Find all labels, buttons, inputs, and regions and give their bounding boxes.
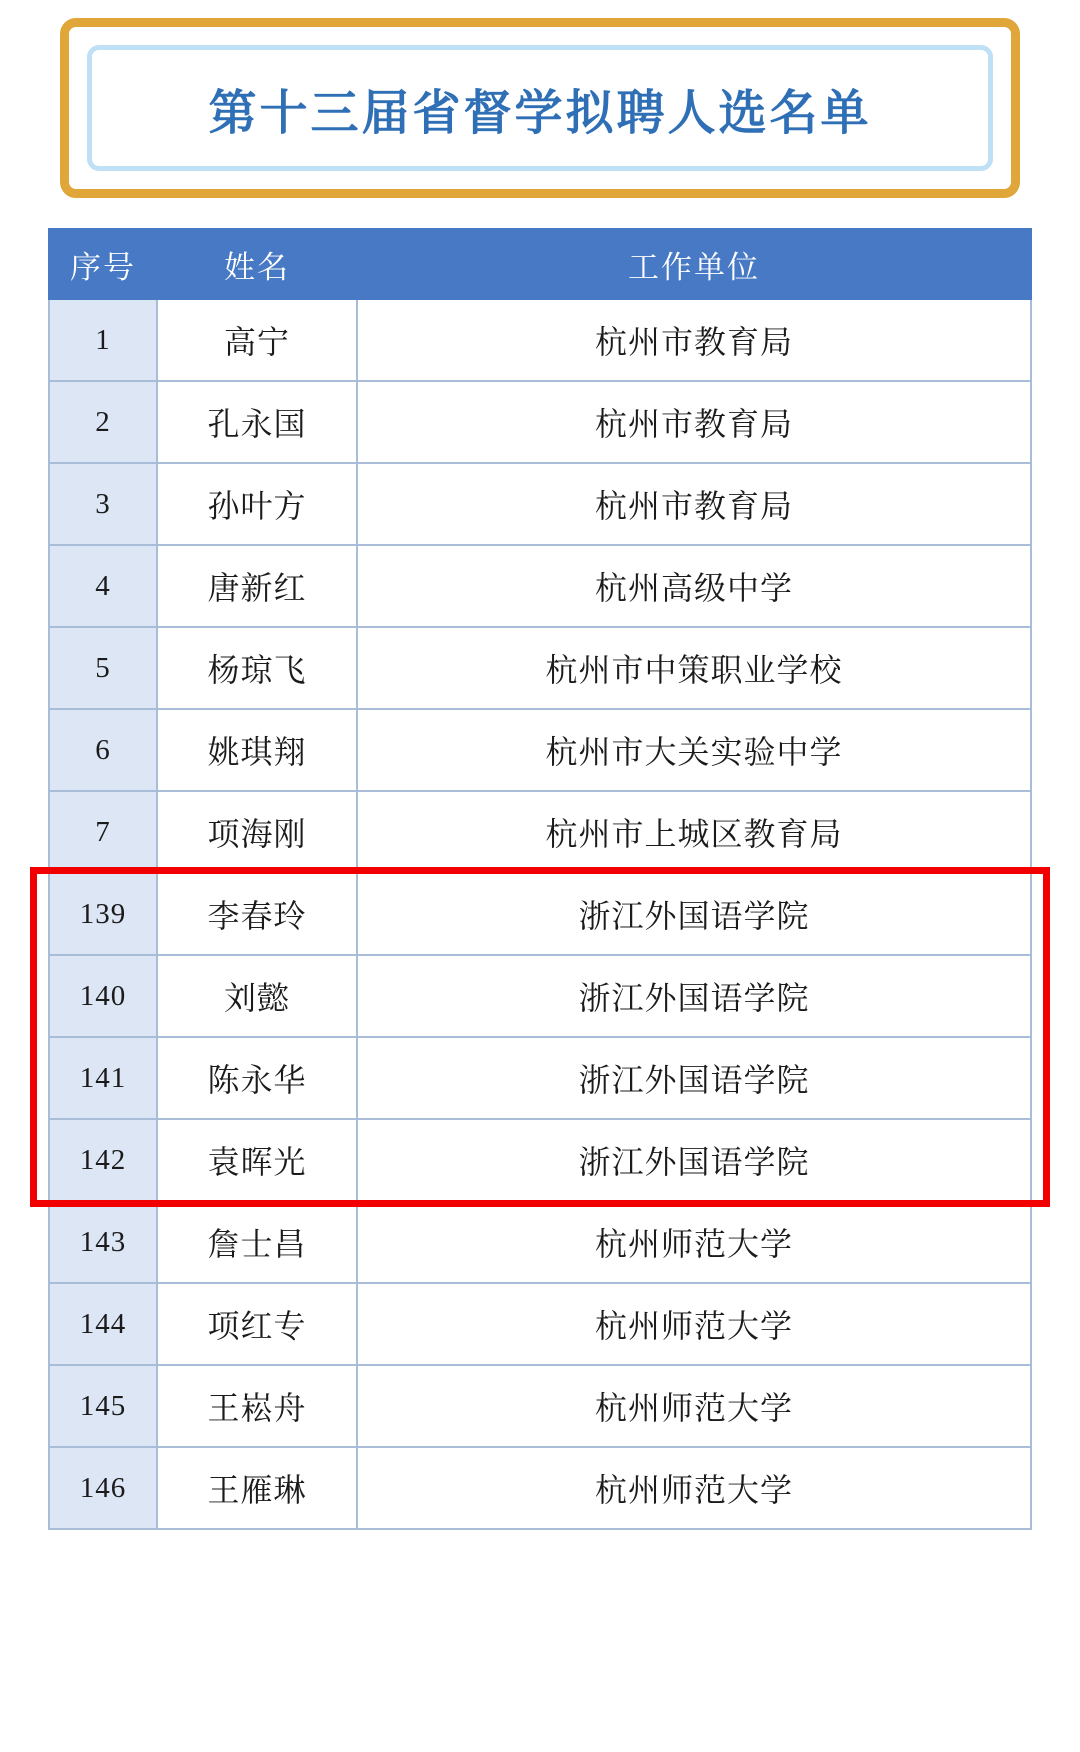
cell-index: 6 xyxy=(49,709,157,791)
cell-name: 孔永国 xyxy=(157,381,357,463)
cell-index: 4 xyxy=(49,545,157,627)
cell-unit: 杭州师范大学 xyxy=(357,1283,1031,1365)
cell-name: 唐新红 xyxy=(157,545,357,627)
table-row xyxy=(49,1447,1031,1529)
table-row xyxy=(49,1201,1031,1283)
cell-index: 146 xyxy=(49,1447,157,1529)
cell-name: 王雁琳 xyxy=(157,1447,357,1529)
cell-name: 刘懿 xyxy=(157,955,357,1037)
table-row xyxy=(49,1365,1031,1447)
column-header-name: 姓名 xyxy=(157,229,357,299)
column-header-index: 序号 xyxy=(49,229,157,299)
cell-index: 3 xyxy=(49,463,157,545)
table-row xyxy=(49,709,1031,791)
cell-index: 140 xyxy=(49,955,157,1037)
table-row xyxy=(49,1037,1031,1119)
table-row xyxy=(49,791,1031,873)
cell-name: 姚琪翔 xyxy=(157,709,357,791)
table-row xyxy=(49,627,1031,709)
cell-unit: 杭州市教育局 xyxy=(357,299,1031,381)
cell-index: 7 xyxy=(49,791,157,873)
cell-index: 141 xyxy=(49,1037,157,1119)
cell-name: 李春玲 xyxy=(157,873,357,955)
cell-index: 5 xyxy=(49,627,157,709)
cell-name: 高宁 xyxy=(157,299,357,381)
cell-name: 项海刚 xyxy=(157,791,357,873)
cell-index: 143 xyxy=(49,1201,157,1283)
table-row xyxy=(49,873,1031,955)
cell-index: 1 xyxy=(49,299,157,381)
cell-unit: 杭州市中策职业学校 xyxy=(357,627,1031,709)
table-row xyxy=(49,1119,1031,1201)
cell-unit: 杭州师范大学 xyxy=(357,1365,1031,1447)
cell-unit: 杭州市大关实验中学 xyxy=(357,709,1031,791)
cell-index: 139 xyxy=(49,873,157,955)
cell-unit: 浙江外国语学院 xyxy=(357,873,1031,955)
table-row xyxy=(49,463,1031,545)
table-header xyxy=(49,229,1031,299)
page-title: 第十三届省督学拟聘人选名单 xyxy=(208,84,872,141)
cell-name: 孙叶方 xyxy=(157,463,357,545)
cell-name: 詹士昌 xyxy=(157,1201,357,1283)
table-row xyxy=(49,299,1031,381)
cell-unit: 杭州师范大学 xyxy=(357,1447,1031,1529)
cell-unit: 浙江外国语学院 xyxy=(357,1037,1031,1119)
table-header-row xyxy=(49,229,1031,299)
cell-name: 陈永华 xyxy=(157,1037,357,1119)
cell-name: 王崧舟 xyxy=(157,1365,357,1447)
cell-unit: 杭州师范大学 xyxy=(357,1201,1031,1283)
cell-index: 142 xyxy=(49,1119,157,1201)
cell-name: 项红专 xyxy=(157,1283,357,1365)
column-header-unit: 工作单位 xyxy=(357,229,1031,299)
cell-index: 144 xyxy=(49,1283,157,1365)
table-row xyxy=(49,955,1031,1037)
cell-name: 杨琼飞 xyxy=(157,627,357,709)
title-banner xyxy=(60,18,1020,198)
cell-unit: 浙江外国语学院 xyxy=(357,1119,1031,1201)
table-row xyxy=(49,545,1031,627)
table-body xyxy=(49,299,1031,1529)
name-list-table xyxy=(48,228,1032,1530)
cell-unit: 杭州市教育局 xyxy=(357,381,1031,463)
cell-unit: 杭州市教育局 xyxy=(357,463,1031,545)
cell-unit: 浙江外国语学院 xyxy=(357,955,1031,1037)
table-row xyxy=(49,381,1031,463)
name-list-table-wrap xyxy=(48,228,1032,1530)
cell-index: 145 xyxy=(49,1365,157,1447)
cell-unit: 杭州高级中学 xyxy=(357,545,1031,627)
title-banner-inner xyxy=(87,45,993,171)
cell-index: 2 xyxy=(49,381,157,463)
cell-name: 袁晖光 xyxy=(157,1119,357,1201)
cell-unit: 杭州市上城区教育局 xyxy=(357,791,1031,873)
table-row xyxy=(49,1283,1031,1365)
